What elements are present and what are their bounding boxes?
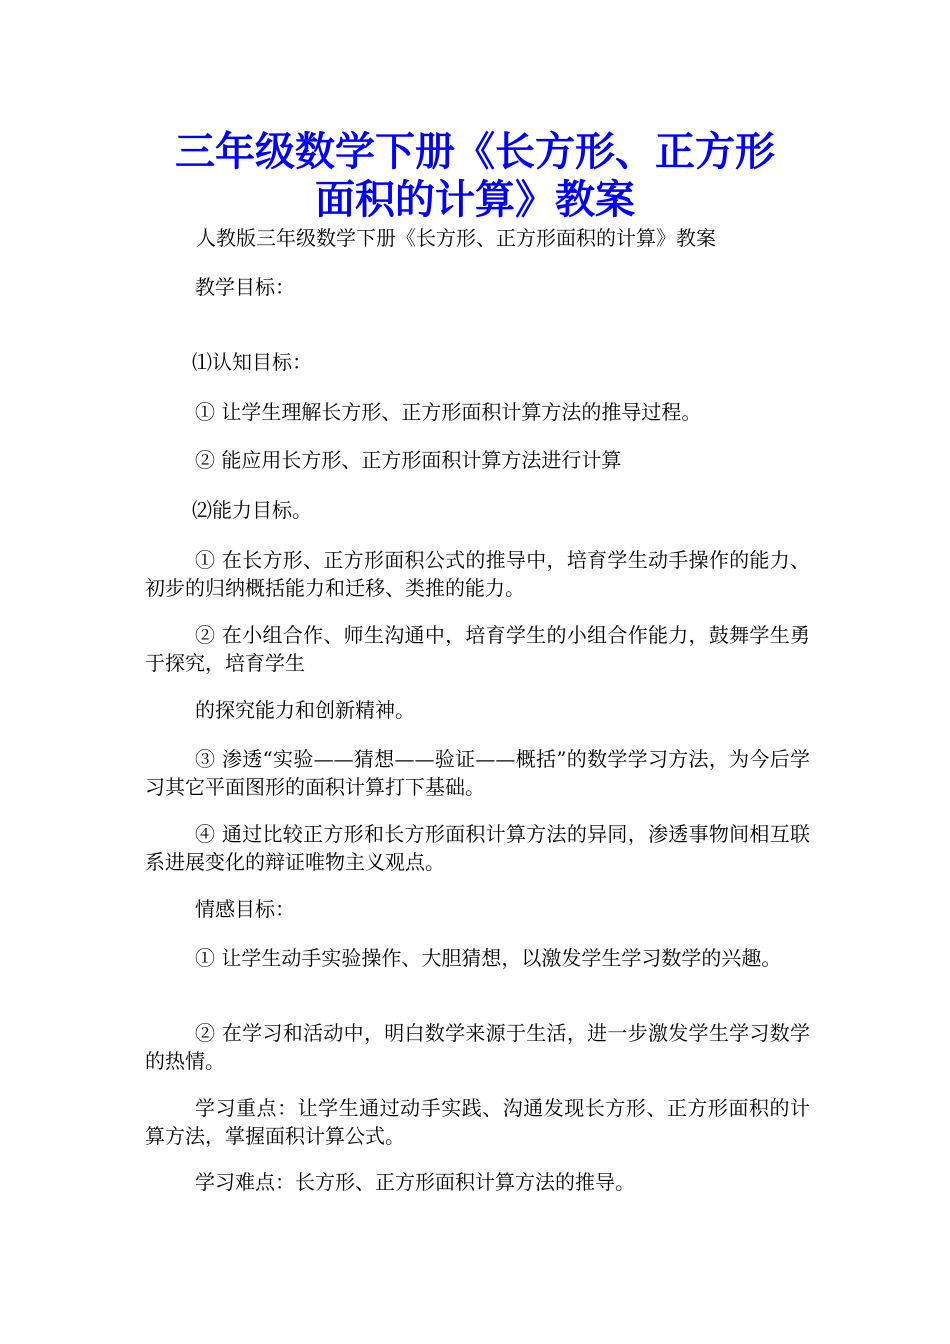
heading-emotional-goals: 情感目标： <box>195 897 295 921</box>
emotional-goal-2: ② 在学习和活动中，明白数学来源于生活，进一步激发学生学习数学的热情。 <box>145 1021 810 1073</box>
cognitive-goal-2: ② 能应用长方形、正方形面积计算方法进行计算 <box>195 448 622 472</box>
ability-goal-4: ④ 通过比较正方形和长方形面积计算方法的异同，渗透事物间相互联系进展变化的辩证唯物主义观点。 <box>145 822 810 874</box>
ability-goal-3: ③ 渗透“实验——猜想——验证——概括”的数学学习方法，为今后学习其它平面图形的面积计算打下基础。 <box>145 747 810 799</box>
heading-ability-goals: ⑵能力目标。 <box>192 498 312 522</box>
ability-goal-1: ① 在长方形、正方形面积公式的推导中，培育学生动手操作的能力、初步的归纳概括能力和迁移、类推的能力。 <box>145 548 810 600</box>
heading-cognitive-goals: ⑴认知目标： <box>192 350 312 374</box>
document-subtitle: 人教版三年级数学下册《长方形、正方形面积的计算》教案 <box>196 226 716 250</box>
heading-teaching-goals: 教学目标： <box>195 275 295 299</box>
learning-key-point: 学习重点：让学生通过动手实践、沟通发现长方形、正方形面积的计算方法，掌握面积计算公式。 <box>145 1096 810 1148</box>
ability-goal-2-continued: 的探究能力和创新精神。 <box>195 698 415 722</box>
learning-difficulty: 学习难点：长方形、正方形面积计算方法的推导。 <box>195 1170 635 1194</box>
cognitive-goal-1: ① 让学生理解长方形、正方形面积计算方法的推导过程。 <box>195 400 702 424</box>
document-title-line-2: 面积的计算》教案 <box>315 177 635 223</box>
ability-goal-2: ② 在小组合作、师生沟通中，培育学生的小组合作能力，鼓舞学生勇于探究，培育学生 <box>145 623 810 675</box>
emotional-goal-1: ① 让学生动手实验操作、大胆猜想，以激发学生学习数学的兴趣。 <box>195 946 782 970</box>
document-title-line-1: 三年级数学下册《长方形、正方形 <box>175 129 775 175</box>
